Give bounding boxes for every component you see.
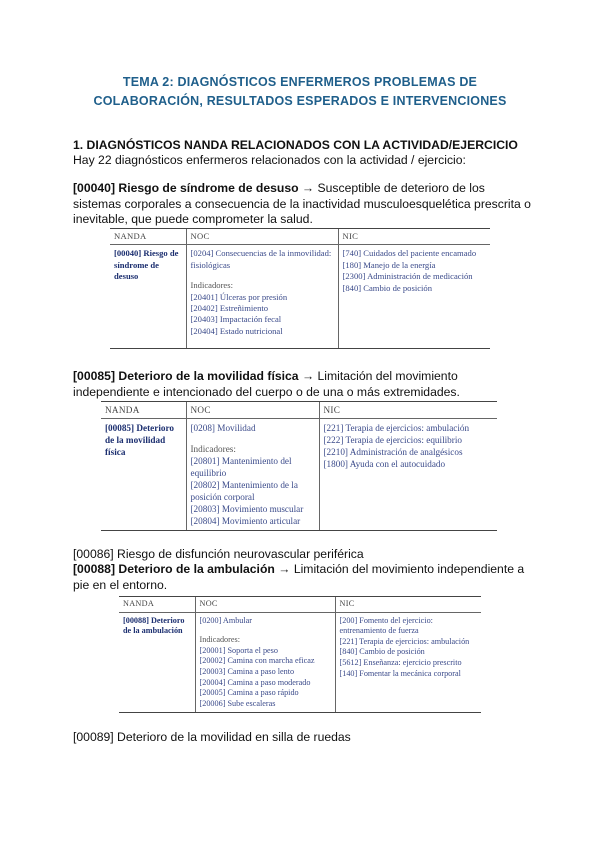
indicator-item: [20404] Estado nutricional: [190, 325, 283, 336]
diagnosis-00086: [00086] Riesgo de disfunción neurovascular periférica: [73, 547, 364, 561]
table-row: [101, 419, 497, 531]
nic-cell: [319, 419, 497, 531]
header-noc: NOC: [186, 229, 338, 245]
indicator-item: [20403] Impactación fecal: [190, 314, 282, 325]
header-noc: NOC: [195, 597, 335, 613]
arrow-glyph: →: [274, 562, 294, 576]
indicator-item: [20005] Camina a paso rápido: [199, 688, 299, 698]
diagnosis-00085-title: [00085] Deterioro de la movilidad física: [73, 369, 299, 383]
nic-item: [221] Terapia de ejercicios: ambulación: [339, 636, 470, 646]
section-intro: Hay 22 diagnósticos enfermeros relacionados con la actividad / ejercicio:: [73, 153, 466, 167]
section-heading: 1. DIAGNÓSTICOS NANDA RELACIONADOS CON LA ACTIVIDAD/EJERCICIO: [73, 138, 518, 152]
noc-cell: [186, 419, 319, 531]
noc-cell: [195, 612, 335, 713]
header-nic: NIC: [319, 402, 497, 419]
indicator-item: [20001] Soporta el peso: [199, 645, 278, 655]
arrow-glyph: →: [298, 369, 318, 383]
table-00040: [110, 228, 490, 349]
header-nanda: NANDA: [101, 402, 186, 419]
nic-item: [5612] Enseñanza: ejercicio prescrito: [339, 657, 462, 667]
nic-item: [2300] Administración de medicación: [342, 271, 473, 282]
indicators-label: Indicadores:: [190, 444, 236, 454]
header-nanda: NANDA: [119, 597, 195, 613]
indicator-item: [20003] Camina a paso lento: [199, 666, 295, 676]
header-nic: NIC: [335, 597, 481, 613]
header-noc: NOC: [186, 402, 319, 419]
indicators-label: Indicadores:: [199, 635, 240, 645]
table-header-row: [119, 597, 481, 613]
nic-item: [222] Terapia de ejercicios: equilibrio: [323, 435, 462, 445]
table-header-row: [101, 402, 497, 419]
title-line-2: COLABORACIÓN, RESULTADOS ESPERADOS E INTERVENCIONES: [93, 94, 507, 108]
diagnosis-00040: [73, 181, 533, 228]
indicator-item: [20801] Mantenimiento del equilibrio: [190, 456, 292, 478]
nic-item: [740] Cuidados del paciente encamado: [342, 248, 477, 259]
diagnosis-00085: [73, 369, 533, 400]
noc-outcome: [0204] Consecuencias de la inmovilidad: fisiológicas: [190, 248, 332, 270]
nic-item: [140] Fomentar la mecánica corporal: [339, 668, 461, 678]
diagnosis-00089: [00089] Deterioro de la movilidad en silla de ruedas: [73, 730, 351, 744]
nic-item: [840] Cambio de posición: [339, 647, 425, 657]
diagnosis-00088-title: [00088] Deterioro de la ambulación: [73, 562, 275, 576]
nanda-cell: [00085] Deterioro de la movilidad física: [101, 419, 186, 531]
nic-item: [840] Cambio de posición: [342, 282, 433, 293]
noc-cell: [186, 245, 338, 349]
indicator-item: [20804] Movimiento articular: [190, 516, 301, 526]
nic-item: [2210] Administración de analgésicos: [323, 447, 463, 457]
indicator-item: [20006] Sube escaleras: [199, 698, 276, 708]
nanda-cell: [00040] Riesgo de síndrome de desuso: [110, 245, 186, 349]
indicators-label: Indicadores:: [190, 280, 233, 291]
noc-outcome: [0208] Movilidad: [190, 423, 256, 433]
section-1: [73, 138, 533, 168]
nic-item: [180] Manejo de la energía: [342, 259, 436, 270]
nanda-cell: [00088] Deterioro de la ambulación: [119, 612, 195, 713]
header-nic: NIC: [338, 229, 490, 245]
diagnosis-00088: [73, 562, 533, 593]
title-line-1: TEMA 2: DIAGNÓSTICOS ENFERMEROS PROBLEMAS DE: [122, 75, 478, 89]
table-00088: [119, 596, 481, 713]
diagnosis-00085-definition: Limitación del movimiento independiente e intencionado del cuerpo o de una o más extremidades.: [73, 369, 460, 399]
table-00085: [101, 401, 497, 531]
table-header-row: [110, 229, 490, 245]
indicator-item: [20004] Camina a paso moderado: [199, 677, 311, 687]
table-row: [110, 245, 490, 349]
indicator-item: [20803] Movimiento muscular: [190, 504, 304, 514]
nic-item: [1800] Ayuda con el autocuidado: [323, 459, 446, 469]
arrow-glyph: →: [298, 181, 318, 195]
diagnosis-00040-definition: Susceptible de deterioro de los sistemas corporales a consecuencia de la inactividad musculoesquelética prescrita o inevitable, que puede comprometer la salud.: [73, 181, 531, 226]
nic-cell: [338, 245, 490, 349]
page-title: [40, 73, 560, 111]
nic-item: [200] Fomento del ejercicio: entrenamiento de fuerza: [339, 615, 433, 636]
indicator-item: [20002] Camina con marcha eficaz: [199, 656, 315, 666]
nic-item: [221] Terapia de ejercicios: ambulación: [323, 423, 470, 433]
indicator-item: [20402] Estreñimiento: [190, 303, 269, 314]
header-nanda: NANDA: [110, 229, 186, 245]
table-row: [119, 612, 481, 713]
noc-outcome: [0200] Ambular: [199, 615, 253, 625]
diagnosis-00088-definition: Limitación del movimiento independiente a pie en el entorno.: [73, 562, 525, 592]
diagnosis-00040-title: [00040] Riesgo de síndrome de desuso: [73, 181, 299, 195]
indicator-item: [20401] Úlceras por presión: [190, 291, 288, 302]
nic-cell: [335, 612, 481, 713]
indicator-item: [20802] Mantenimiento de la posición corporal: [190, 480, 298, 502]
